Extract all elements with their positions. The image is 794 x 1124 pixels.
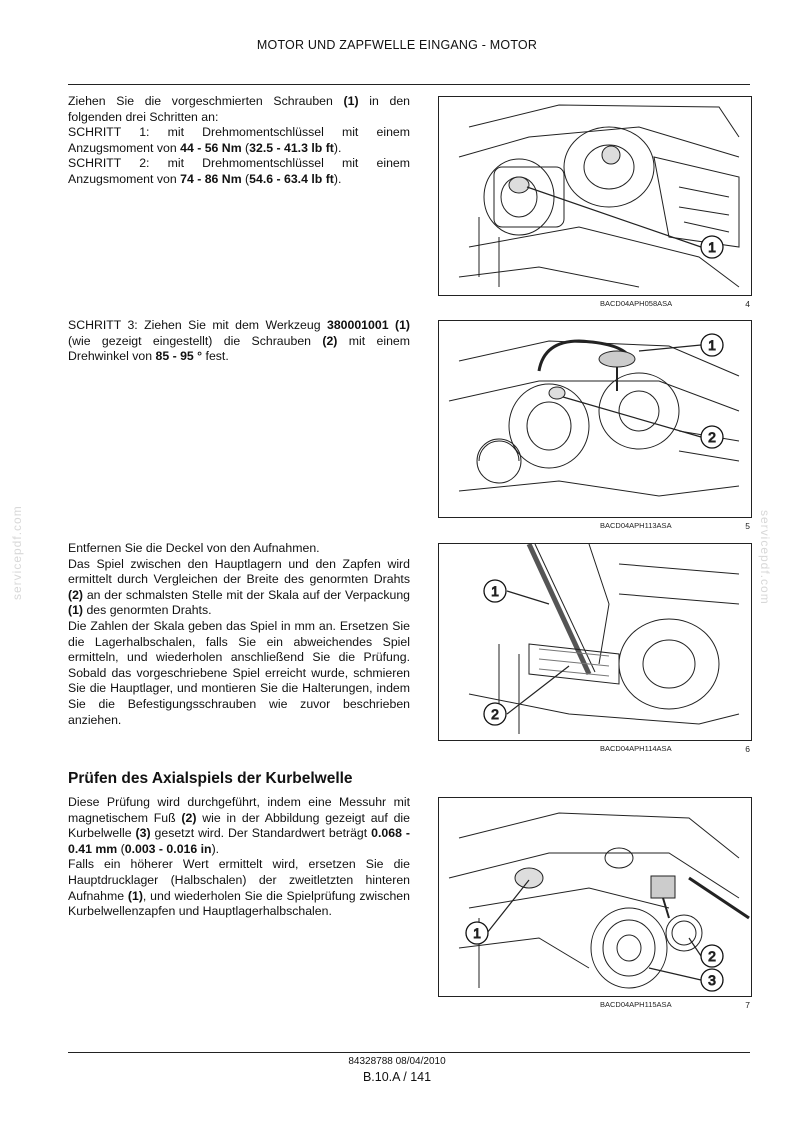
figure-5-callout-1: 1: [708, 337, 716, 353]
figure-5-callout-2: 2: [708, 429, 716, 445]
watermark-right: servicepdf.com: [758, 510, 772, 605]
header-rule: [68, 84, 750, 85]
bold-value: (1): [68, 603, 84, 618]
footer-rule: [68, 1052, 750, 1053]
figure-7-caption: [600, 1000, 750, 1010]
figure-5-number: 5: [745, 521, 750, 531]
figure-7-number: 7: [745, 1000, 750, 1010]
figure-4-number: 4: [745, 299, 750, 309]
bold-value: (1): [343, 94, 359, 108]
section3-text: [68, 541, 410, 728]
section1-text: [68, 94, 410, 188]
bold-value: (2): [322, 333, 338, 348]
figure-7-code: BACD04APH115ASA: [600, 1000, 672, 1009]
figure-6: [438, 543, 752, 741]
bold-value: (3): [135, 826, 151, 841]
page-header: MOTOR UND ZAPFWELLE EINGANG - MOTOR: [256, 38, 538, 52]
paragraph: Entfernen Sie die Deckel von den Aufnahmen.: [68, 541, 320, 555]
section2-text: [68, 318, 410, 365]
bold-value: 44 - 56 Nm: [180, 140, 242, 155]
figure-6-code: BACD04APH114ASA: [600, 744, 672, 753]
bold-value: (1): [127, 888, 143, 903]
paragraph: Falls ein höherer Wert ermittelt wird, ersetzen Sie die Hauptdrucklager (Halbschalen) der zweitletzten hinteren Aufnahme (1), und wiederholen Sie die Spielprüfung zwischen Kurbelwellenzapfen und Hauptlagerhalbschalen.: [68, 857, 410, 919]
figure-6-number: 6: [745, 744, 750, 754]
figure-6-caption: [600, 744, 750, 754]
paragraph: Diese Prüfung wird durchgeführt, indem eine Messuhr mit magnetischem Fuß (2) wie in der Abbildung gezeigt auf die Kurbelwelle (3) gesetzt wird. Der Standardwert beträgt 0.068 - 0.41 mm (0.003 - 0.016 in).: [68, 795, 410, 856]
figure-5-caption: [600, 521, 750, 531]
paragraph: SCHRITT 1: mit Drehmomentschlüssel mit einem Anzugsmoment von 44 - 56 Nm (32.5 - 41.3 lb ft).: [68, 125, 410, 155]
footer-page-number: B.10.A / 141: [362, 1070, 432, 1084]
bold-value: 0.068 - 0.41 mm: [68, 826, 410, 856]
paragraph: SCHRITT 2: mit Drehmomentschlüssel mit einem Anzugsmoment von 74 - 86 Nm (54.6 - 63.4 lb ft).: [68, 156, 410, 186]
figure-4: [438, 96, 752, 296]
bold-value: 54.6 - 63.4 lb ft: [249, 171, 334, 186]
bold-value: 74 - 86 Nm: [180, 171, 242, 186]
figure-6-callout-2: 2: [491, 706, 499, 722]
bold-value: 380001001: [326, 318, 389, 332]
paragraph: Die Zahlen der Skala geben das Spiel in mm an. Ersetzen Sie die Lagerhalbschalen, falls Sie ein abweichendes Spiel ermitteln, und wiederholen anschließend Sie die Prüfung. Sobald das vorgeschriebene Spiel erreicht wurde, schmieren Sie die Hauptlager, und montieren Sie die Halterungen, indem Sie die Befestigungsschrauben wie zuvor beschrieben anziehen.: [68, 618, 410, 727]
figure-5-code: BACD04APH113ASA: [600, 521, 672, 530]
figure-4-illustration: [439, 97, 751, 295]
bold-value: (2): [68, 587, 84, 602]
bold-value: (1): [394, 318, 410, 332]
paragraph: SCHRITT 3: Ziehen Sie mit dem Werkzeug 380001001 (1) (wie gezeigt eingestellt) die Schrauben (2) mit einem Drehwinkel von 85 - 95 ° fest.: [68, 318, 410, 364]
figure-4-caption: [600, 299, 750, 309]
figure-7-illustration: [439, 798, 751, 996]
figure-7-callout-2: 2: [708, 948, 716, 964]
figure-6-illustration: [439, 544, 751, 740]
section4-text: [68, 795, 410, 920]
section4-heading: Prüfen des Axialspiels der Kurbelwelle: [68, 770, 353, 787]
figure-4-code: BACD04APH058ASA: [600, 299, 673, 308]
paragraph: Ziehen Sie die vorgeschmierten Schrauben (1) in den folgenden drei Schritten an:: [68, 94, 410, 124]
figure-7: [438, 797, 752, 997]
figure-4-callout-1: 1: [708, 239, 716, 255]
figure-5: [438, 320, 752, 518]
footer-doc-id: 84328788 08/04/2010: [348, 1056, 446, 1067]
figure-7-callout-1: 1: [473, 925, 481, 941]
figure-6-callout-1: 1: [491, 583, 499, 599]
watermark-left: servicepdf.com: [10, 505, 24, 600]
bold-value: (2): [181, 810, 197, 825]
bold-value: 0.003 - 0.016 in: [124, 841, 212, 856]
bold-value: 85 - 95 °: [155, 349, 203, 364]
figure-5-illustration: [439, 321, 751, 517]
figure-7-callout-3: 3: [708, 972, 716, 988]
paragraph: Das Spiel zwischen den Hauptlagern und den Zapfen wird ermittelt durch Vergleichen der Breite des genormten Drahts (2) an der schmalsten Stelle mit der Skala auf der Verpackung (1) des genormten Drahts.: [68, 556, 410, 618]
bold-value: 32.5 - 41.3 lb ft: [249, 140, 334, 155]
